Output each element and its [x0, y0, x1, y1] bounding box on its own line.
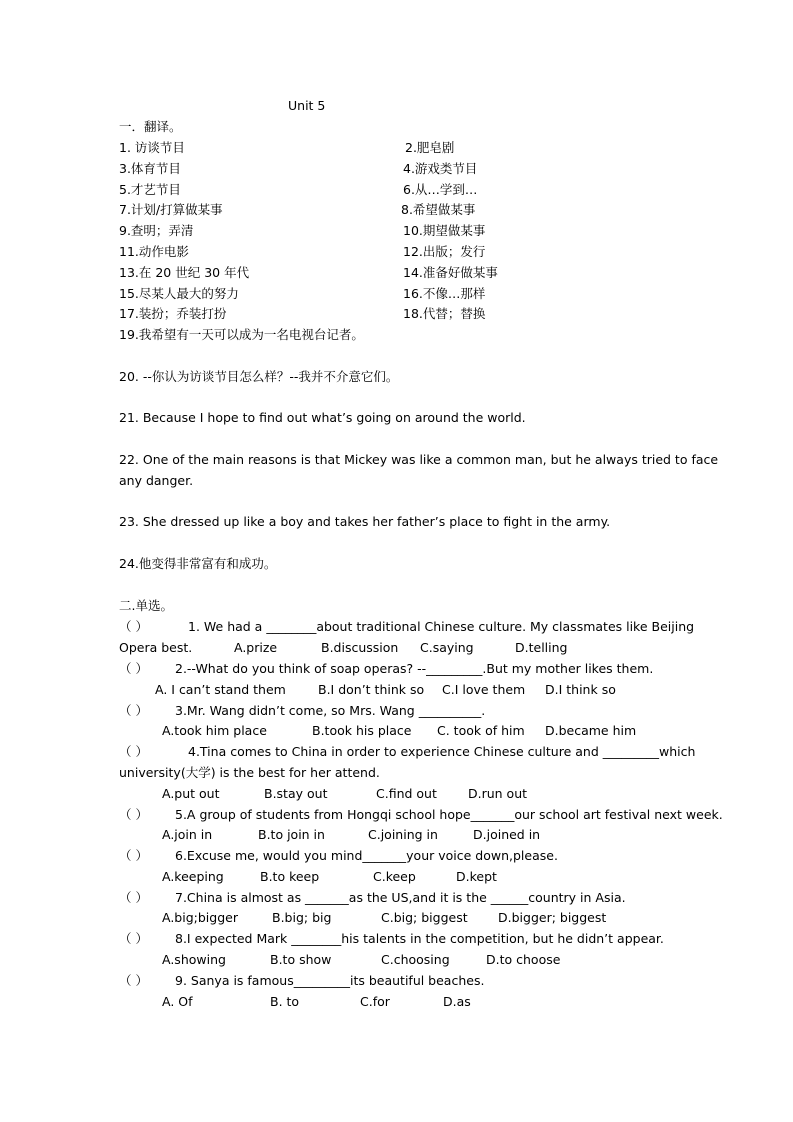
- question-stem: 7.China is almost as _______as the US,and it is the ______country in Asia.: [175, 890, 626, 905]
- option: D.telling: [515, 640, 568, 655]
- option: D.bigger; biggest: [498, 910, 607, 925]
- option: C.I love them: [442, 682, 526, 697]
- translation-item: 13.在 20 世纪 30 年代: [119, 265, 250, 280]
- translation-item: 15.尽某人最大的努力: [119, 286, 239, 301]
- option: D.became him: [545, 723, 637, 738]
- translation-sentence: 22. One of the main reasons is that Mickey was like a common man, but he always tried to face: [119, 452, 719, 467]
- translation-sentence: 20. --你认为访谈节目怎么样？--我并不介意它们。: [119, 369, 399, 384]
- translation-item: 10.期望做某事: [403, 223, 486, 238]
- question-stem-continued: Opera best.: [119, 640, 193, 655]
- question-stem: 8.I expected Mark ________his talents in the competition, but he didn’t appear.: [175, 931, 664, 946]
- translation-item: 12.出版；发行: [403, 244, 486, 259]
- translation-sentence: 21. Because I hope to find out what’s going on around the world.: [119, 410, 526, 425]
- translation-item: 2.肥皂剧: [405, 140, 455, 155]
- question-stem: 1. We had a ________about traditional Chinese culture. My classmates like Beijing: [188, 619, 695, 634]
- translation-item: 7.计划/打算做某事: [119, 202, 223, 217]
- translation-sentence-continued: any danger.: [119, 473, 194, 488]
- answer-blank: （ ）: [119, 890, 148, 905]
- option: C.saying: [420, 640, 474, 655]
- translation-item: 18.代替；替换: [403, 306, 486, 321]
- option: C.choosing: [381, 952, 450, 967]
- option: B.I don’t think so: [318, 682, 425, 697]
- option: A.took him place: [162, 723, 267, 738]
- option: A.prize: [234, 640, 278, 655]
- option: A.keeping: [162, 869, 224, 884]
- option: C.keep: [373, 869, 416, 884]
- translation-item: 9.查明；弄清: [119, 223, 194, 238]
- translation-item: 16.不像…那样: [403, 286, 486, 301]
- section1-heading: 一．翻译。: [119, 119, 182, 134]
- option: B.to keep: [260, 869, 320, 884]
- answer-blank: （ ）: [119, 744, 148, 759]
- question-stem: 4.Tina comes to China in order to experience Chinese culture and _________which: [188, 744, 696, 759]
- answer-blank: （ ）: [119, 703, 148, 718]
- translation-sentence: 24.他变得非常富有和成功。: [119, 556, 277, 571]
- option: A. Of: [162, 994, 193, 1009]
- translation-item: 5.才艺节目: [119, 182, 181, 197]
- option: D.I think so: [545, 682, 616, 697]
- option: C.joining in: [368, 827, 438, 842]
- option: B.big; big: [272, 910, 332, 925]
- option: D.as: [443, 994, 471, 1009]
- option: A.showing: [162, 952, 226, 967]
- question-stem: 6.Excuse me, would you mind_______your voice down,please.: [175, 848, 558, 863]
- option: C. took of him: [437, 723, 525, 738]
- answer-blank: （ ）: [119, 973, 148, 988]
- option: D.kept: [456, 869, 497, 884]
- question-stem: 9. Sanya is famous_________its beautiful beaches.: [175, 973, 485, 988]
- translation-item: 4.游戏类节目: [403, 161, 478, 176]
- option: D.to choose: [486, 952, 561, 967]
- option: A.join in: [162, 827, 213, 842]
- option: A. I can’t stand them: [155, 682, 286, 697]
- section2-heading: 二.单选。: [119, 598, 173, 613]
- question-stem-continued: university(大学) is the best for her attend.: [119, 765, 380, 780]
- translation-item: 6.从…学到…: [403, 182, 478, 197]
- answer-blank: （ ）: [119, 848, 148, 863]
- option: B.to show: [270, 952, 332, 967]
- question-stem: 5.A group of students from Hongqi school hope_______our school art festival next week.: [175, 807, 723, 822]
- translation-sentence: 23. She dressed up like a boy and takes her father’s place to fight in the army.: [119, 514, 611, 529]
- translation-item: 14.准备好做某事: [403, 265, 498, 280]
- translation-item: 17.装扮；乔装打扮: [119, 306, 227, 321]
- question-stem: 3.Mr. Wang didn’t come, so Mrs. Wang __________.: [175, 703, 486, 718]
- option: D.joined in: [473, 827, 541, 842]
- translation-item: 3.体育节目: [119, 161, 181, 176]
- option: A.put out: [162, 786, 220, 801]
- page-title: Unit 5: [288, 98, 326, 113]
- option: D.run out: [468, 786, 528, 801]
- answer-blank: （ ）: [119, 931, 148, 946]
- option: C.find out: [376, 786, 437, 801]
- option: C.big; biggest: [381, 910, 468, 925]
- answer-blank: （ ）: [119, 661, 148, 676]
- option: B.stay out: [264, 786, 328, 801]
- translation-item: 11.动作电影: [119, 244, 189, 259]
- option: B.discussion: [321, 640, 399, 655]
- option: B.took his place: [312, 723, 412, 738]
- question-stem: 2.--What do you think of soap operas? --_________.But my mother likes them.: [175, 661, 654, 676]
- option: A.big;bigger: [162, 910, 238, 925]
- option: B. to: [270, 994, 300, 1009]
- translation-sentence: 19.我希望有一天可以成为一名电视台记者。: [119, 327, 364, 342]
- answer-blank: （ ）: [119, 807, 148, 822]
- answer-blank: （ ）: [119, 619, 148, 634]
- option: C.for: [360, 994, 390, 1009]
- translation-item: 8.希望做某事: [401, 202, 476, 217]
- translation-item: 1. 访谈节目: [119, 140, 185, 155]
- option: B.to join in: [258, 827, 325, 842]
